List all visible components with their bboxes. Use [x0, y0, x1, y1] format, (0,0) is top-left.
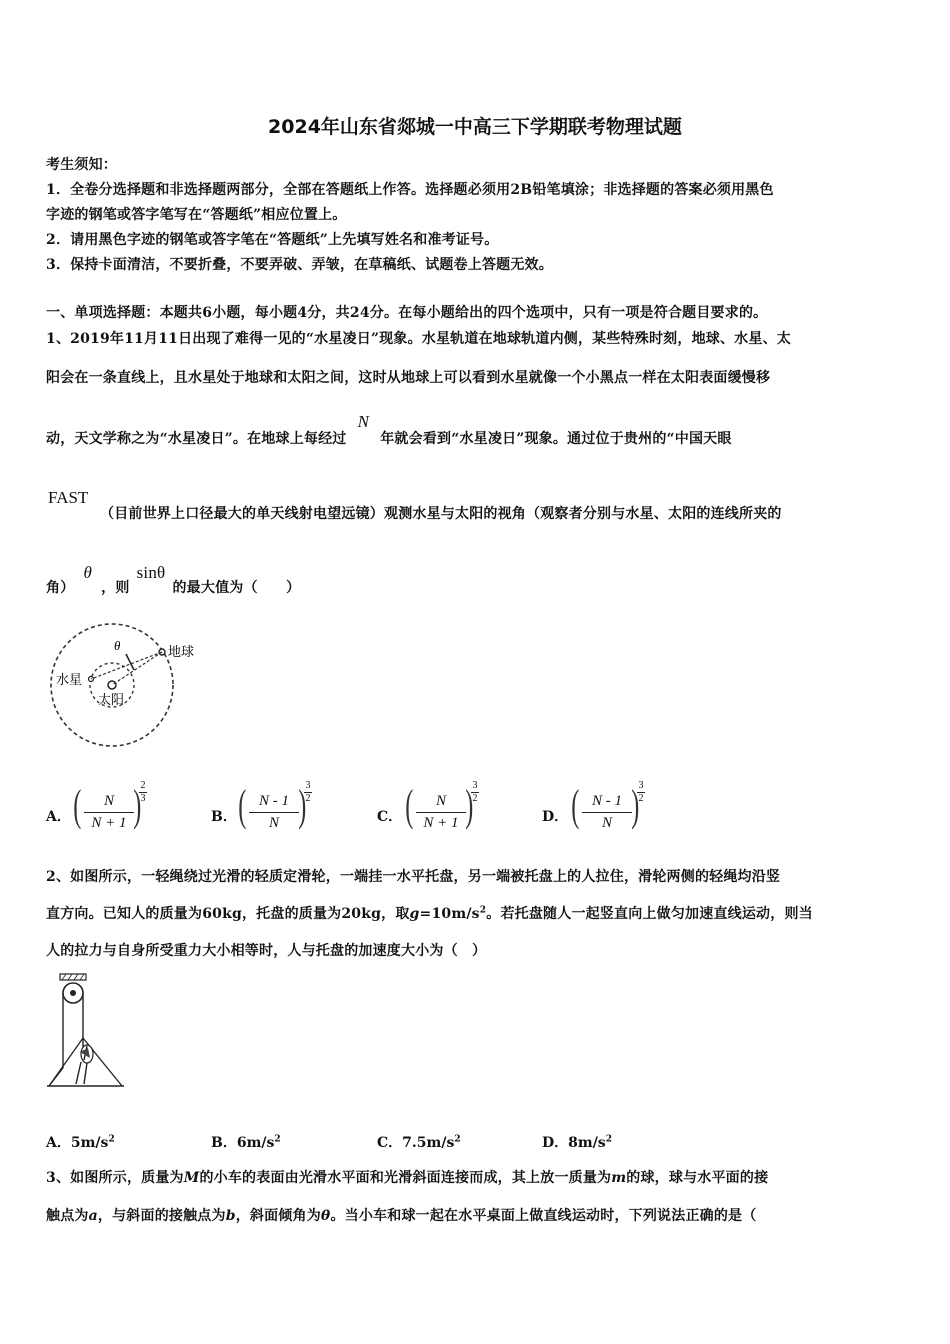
q1-option-a-fraction	[84, 793, 134, 832]
paren-left: (	[405, 781, 414, 830]
q1-option-d-exponent	[637, 780, 645, 805]
q3-line-2	[46, 1205, 756, 1225]
q2-option-c-sup: 2	[454, 1134, 461, 1145]
person-figure	[76, 1045, 93, 1084]
q2-option-b-label: B．	[211, 1135, 237, 1151]
q1-line-5	[46, 563, 301, 597]
figure-theta-label: θ	[114, 638, 121, 653]
q1-line-3b: 年就会看到“水星凌日”现象。通过位于贵州的“中国天眼	[380, 431, 732, 447]
q1-option-a-denominator: N + 1	[91, 815, 127, 831]
q1-line-5b: ，则	[101, 580, 130, 596]
q2-option-d-sup: 2	[605, 1134, 612, 1145]
q1-option-a-exp-bottom: 3	[140, 793, 146, 804]
q3-point-a: a	[88, 1208, 98, 1224]
figure-sun-label: 太阳	[98, 693, 125, 708]
q2-line-2	[46, 903, 813, 923]
q1-option-d-label: D．	[542, 809, 569, 825]
q3-line-2a: 触点为	[46, 1208, 89, 1224]
q1-option-a-numerator: N	[103, 793, 114, 809]
q1-option-c-denominator: N + 1	[423, 815, 459, 831]
q2-option-d[interactable]	[542, 1132, 612, 1152]
q3-line-1	[46, 1167, 768, 1187]
q2-line-2c: 。若托盘随人一起竖直向上做匀加速直线运动，则当	[486, 906, 813, 922]
notice-heading: 考生须知：	[46, 157, 117, 173]
q1-option-d-denominator: N	[601, 815, 612, 831]
q1-option-b-exp-top: 3	[305, 780, 311, 791]
q1-option-c-label: C．	[377, 809, 403, 825]
paren-left: (	[571, 781, 580, 830]
q1-fast-label: FAST	[48, 488, 89, 507]
paren-right: )	[465, 781, 474, 830]
notice-item-2: 2．请用黑色字迹的钢笔或答字笔在“答题纸”上先填写姓名和准考证号。	[46, 232, 499, 248]
q1-option-d-exp-top: 3	[638, 780, 644, 791]
q1-orbit-figure	[44, 618, 214, 754]
q1-symbol-sin-theta: sinθ	[136, 563, 166, 582]
q1-option-c-exp-bottom: 2	[472, 793, 478, 804]
angle-marker	[126, 654, 134, 670]
q2-pulley-figure	[44, 972, 128, 1090]
notice-item-3: 3．保持卡面清洁，不要折叠，不要弄破、弄皱，在草稿纸、试题卷上答题无效。	[46, 257, 553, 273]
notice-item-1b: 字迹的钢笔或答字笔写在“答题纸”相应位置上。	[46, 207, 347, 223]
q3-m-small: m	[611, 1170, 627, 1186]
section-heading: 一、单项选择题：本题共6小题，每小题4分，共24分。在每小题给出的四个选项中，只有一项是符合题目要求的。	[46, 305, 768, 321]
q2-option-b[interactable]	[211, 1132, 281, 1152]
q1-option-b-exp-bottom: 2	[305, 793, 311, 804]
q1-line-3a: 动，天文学称之为“水星凌日”。在地球上每经过	[46, 431, 347, 447]
q2-line-2-sup: 2	[479, 905, 487, 916]
q2-line-2b: =10m/s	[419, 906, 480, 922]
q2-line-3: 人的拉力与自身所受重力大小相等时，人与托盘的加速度大小为（ ）	[46, 943, 487, 959]
q1-line-5a: 角）	[46, 580, 75, 596]
q1-line-1: 1、2019年11月11日出现了难得一见的“水星凌日”现象。水星轨道在地球轨道内侧，某些特殊时刻，地球、水星、太	[46, 331, 791, 347]
figure-mercury-label: 水星	[56, 673, 83, 688]
q2-option-c-label: C．	[377, 1135, 403, 1151]
q1-option-c-fraction	[416, 793, 466, 832]
q1-option-b-exponent	[304, 780, 312, 805]
q2-option-c-value: 7.5m/s	[402, 1135, 455, 1151]
q1-option-b-label: B．	[211, 809, 237, 825]
q2-option-d-value: 8m/s	[568, 1135, 606, 1151]
q1-line-4: （目前世界上口径最大的单天线射电望远镜）观测水星与太阳的视角（观察者分别与水星、太阳的连线所夹的	[100, 506, 782, 522]
paren-right: )	[133, 781, 142, 830]
q3-line-1b: 的小车的表面由光滑水平面和光滑斜面连接而成，其上放一质量为	[199, 1170, 612, 1186]
q2-option-b-sup: 2	[274, 1134, 281, 1145]
paren-right: )	[298, 781, 307, 830]
q2-option-a-value: 5m/s	[70, 1135, 109, 1151]
q1-option-a-exp-top: 2	[140, 780, 146, 791]
page-title: 2024年山东省郯城一中高三下学期联考物理试题	[268, 116, 682, 138]
paren-right: )	[631, 781, 640, 830]
q2-line-2a: 直方向。已知人的质量为60kg，托盘的质量为20kg，取	[46, 906, 410, 922]
q1-option-b-numerator: N - 1	[259, 793, 289, 809]
q3-line-2b: ，与斜面的接触点为	[97, 1208, 226, 1224]
q2-line-1: 2、如图所示，一轻绳绕过光滑的轻质定滑轮，一端挂一水平托盘，另一端被托盘上的人拉住，滑轮两侧的轻绳均沿竖	[46, 869, 781, 885]
paren-left: (	[73, 781, 82, 830]
q2-option-d-label: D．	[542, 1135, 569, 1151]
q1-option-c-numerator: N	[435, 793, 446, 809]
q1-option-c-exponent	[471, 780, 479, 805]
q2-option-a-label: A．	[46, 1135, 71, 1151]
q1-option-d-numerator: N - 1	[592, 793, 622, 809]
q3-line-2d: 。当小车和球一起在水平桌面上做直线运动时，下列说法正确的是（	[330, 1208, 757, 1224]
q3-line-1c: 的球，球与水平面的接	[626, 1170, 769, 1186]
q1-line-3	[46, 412, 732, 448]
q1-option-a-exponent	[139, 780, 147, 805]
q2-option-a-sup: 2	[108, 1134, 115, 1145]
q2-option-b-value: 6m/s	[236, 1135, 275, 1151]
q3-point-b: b	[225, 1208, 236, 1224]
q1-symbol-theta: θ	[83, 563, 93, 582]
q1-option-c-exp-top: 3	[472, 780, 478, 791]
q3-theta: θ	[320, 1208, 331, 1224]
paren-left: (	[238, 781, 247, 830]
q2-g-symbol: g	[409, 906, 420, 922]
q1-symbol-n: N	[357, 412, 370, 431]
pulley-axle	[70, 990, 76, 996]
q1-line-5c: 的最大值为（ ）	[172, 580, 301, 596]
q1-line-2: 阳会在一条直线上，且水星处于地球和太阳之间，这时从地球上可以看到水星就像一个小黑点一样在太阳表面缓慢移	[46, 370, 771, 386]
notice-item-1a: 1．全卷分选择题和非选择题两部分，全部在答题纸上作答。选择题必须用2B铅笔填涂；非选择题的答案必须用黑色	[46, 182, 774, 198]
q3-line-2c: ，斜面倾角为	[235, 1208, 321, 1224]
figure-earth-label: 地球	[168, 645, 195, 660]
q1-option-b-fraction	[249, 793, 299, 832]
q3-line-1a: 3、如图所示，质量为	[46, 1170, 184, 1186]
q1-option-d-exp-bottom: 2	[638, 793, 644, 804]
q1-option-a-label: A．	[46, 809, 71, 825]
q3-m-large: M	[183, 1170, 200, 1186]
q1-option-d-fraction	[582, 793, 632, 832]
q2-option-a[interactable]	[46, 1132, 115, 1152]
q1-option-b-denominator: N	[268, 815, 279, 831]
q2-option-c[interactable]	[377, 1132, 461, 1152]
